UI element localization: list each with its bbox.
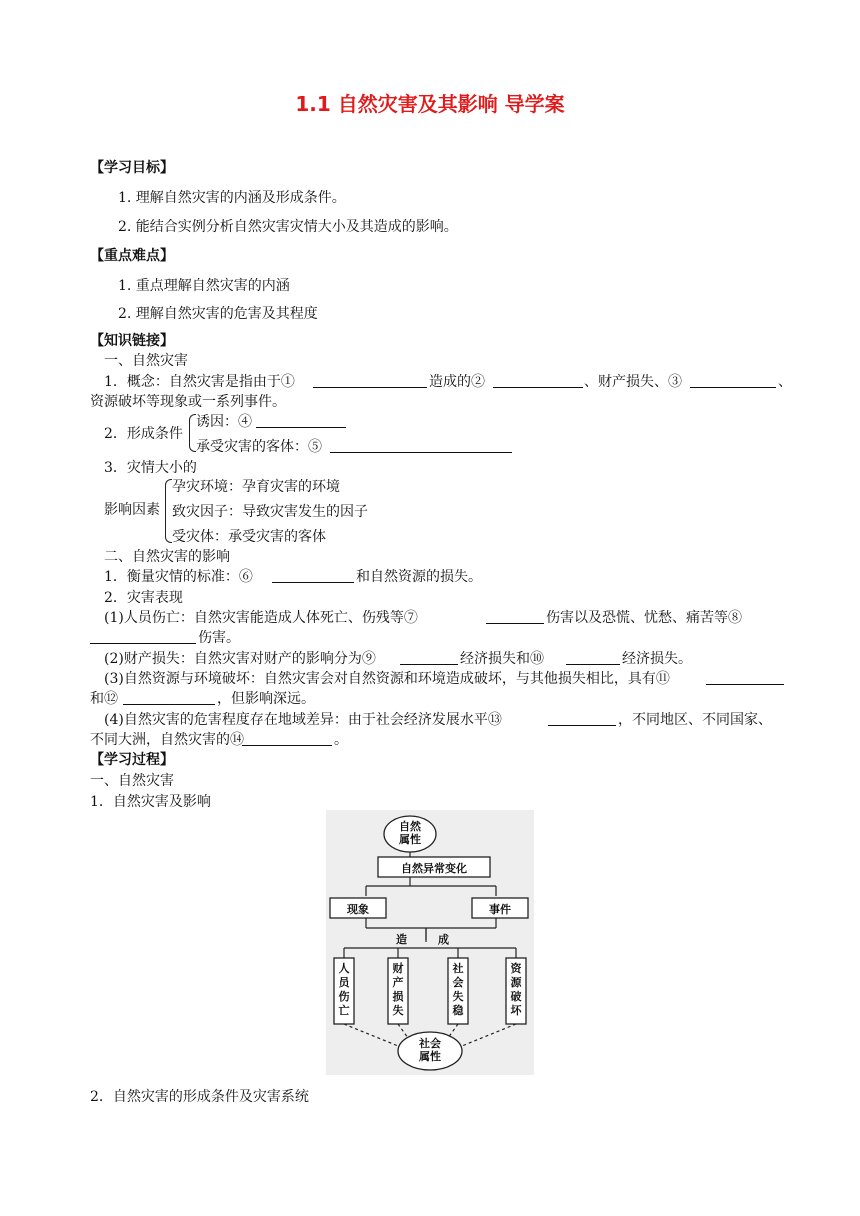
factors-brace [165, 479, 172, 543]
blank-7 [486, 623, 544, 624]
diagram-outcome-label: 社会失稳 [452, 962, 464, 1017]
diagram-phenomenon-label: 现象 [347, 903, 369, 916]
manifest-label: 2．灾害表现 [104, 590, 183, 606]
blank-13 [548, 725, 616, 726]
blank-12 [123, 704, 215, 705]
formation-item: 承受灾害的客体：⑤ [196, 439, 322, 455]
concept-text: 1．概念：自然灾害是指由于① [104, 374, 295, 390]
diagram-outcome-label: 财产损失 [392, 962, 404, 1017]
knowledge-heading: 【知识链接】 [90, 333, 174, 349]
formation-brace [189, 414, 196, 452]
p3-text: (3)自然资源与环境破坏：自然灾害会对自然资源和环境造成破坏，与其他损失相比，具有⑪ [104, 671, 670, 687]
blank-5 [330, 452, 512, 453]
diagram-outcome-label: 资源破坏 [510, 962, 522, 1017]
measure-text: 1．衡量灾情的标准：⑥ [104, 569, 253, 585]
page-title: 1.1 自然灾害及其影响 导学案 [295, 92, 565, 116]
objectives-heading: 【学习目标】 [90, 160, 174, 176]
p1-text: (1)人员伤亡：自然灾害能造成人体死亡、伤残等⑦ [104, 610, 418, 626]
diagram-bottom-node-label: 社会属性 [419, 1037, 441, 1063]
p1-text: 伤害。 [198, 630, 240, 646]
diagram-change-label: 自然异常变化 [401, 862, 467, 875]
process-heading: 【学习过程】 [90, 752, 174, 768]
blank-1 [313, 387, 427, 388]
p4-text: 不同大洲，自然灾害的⑭ [90, 732, 244, 748]
factor-item: 孕灾环境：孕育灾害的环境 [172, 479, 340, 495]
p4-text: 。 [334, 732, 348, 748]
blank-14 [242, 745, 332, 746]
diagram-outcome-label: 人员伤亡 [338, 962, 350, 1017]
measure-text: 和自然资源的损失。 [356, 569, 482, 585]
formation-item: 诱因：④ [196, 414, 252, 430]
blank-6 [272, 582, 354, 583]
part2-title: 二、自然灾害的影响 [104, 549, 230, 565]
diagram-top-node-label: 自然属性 [399, 820, 421, 846]
objective-item: 2. 能结合实例分析自然灾害灾情大小及其造成的影响。 [118, 219, 458, 235]
process-item: 2．自然灾害的形成条件及灾害系统 [90, 1089, 309, 1105]
p3-text: 和⑫ [90, 691, 118, 707]
keypoints-heading: 【重点难点】 [90, 248, 174, 264]
factor-item: 致灾因子：导致灾害发生的因子 [172, 504, 368, 520]
p1-text: 伤害以及恐慌、忧愁、痛苦等⑧ [546, 610, 742, 626]
concept-text: 造成的② [429, 374, 485, 390]
keypoint-item: 1. 重点理解自然灾害的内涵 [118, 278, 290, 294]
blank-9 [400, 664, 458, 665]
diagram-event-label: 事件 [489, 903, 511, 916]
scale-label: 3．灾情大小的 [104, 460, 197, 476]
p3-text: ，但影响深远。 [217, 691, 315, 707]
process-item: 1．自然灾害及影响 [90, 794, 211, 810]
blank-10 [566, 664, 620, 665]
concept-text: 、 [778, 374, 792, 390]
diagram-cause-label: 造 [396, 933, 407, 946]
p2-text: 经济损失。 [622, 651, 692, 667]
blank-3 [690, 387, 776, 388]
blank-2 [493, 387, 583, 388]
p4-text: ，不同地区、不同国家、 [618, 712, 772, 728]
disaster-flow-diagram [326, 810, 534, 1075]
concept-text: 资源破坏等现象或一系列事件。 [90, 394, 286, 410]
process-part1: 一、自然灾害 [90, 773, 174, 789]
factors-label: 影响因素 [104, 502, 160, 518]
keypoint-item: 2. 理解自然灾害的危害及其程度 [118, 306, 318, 322]
blank-11 [706, 684, 784, 685]
factor-item: 受灾体：承受灾害的客体 [172, 529, 326, 545]
p2-text: (2)财产损失：自然灾害对财产的影响分为⑨ [104, 651, 376, 667]
formation-label: 2．形成条件 [104, 426, 183, 442]
concept-text: 、财产损失、③ [584, 374, 682, 390]
p4-text: (4)自然灾害的危害程度存在地域差异：由于社会经济发展水平⑬ [104, 712, 502, 728]
p2-text: 经济损失和⑩ [460, 651, 544, 667]
diagram-cause-label: 成 [438, 933, 449, 946]
part1-title: 一、自然灾害 [104, 353, 188, 369]
blank-8 [90, 643, 196, 644]
blank-4 [256, 427, 346, 428]
objective-item: 1. 理解自然灾害的内涵及形成条件。 [118, 190, 346, 206]
